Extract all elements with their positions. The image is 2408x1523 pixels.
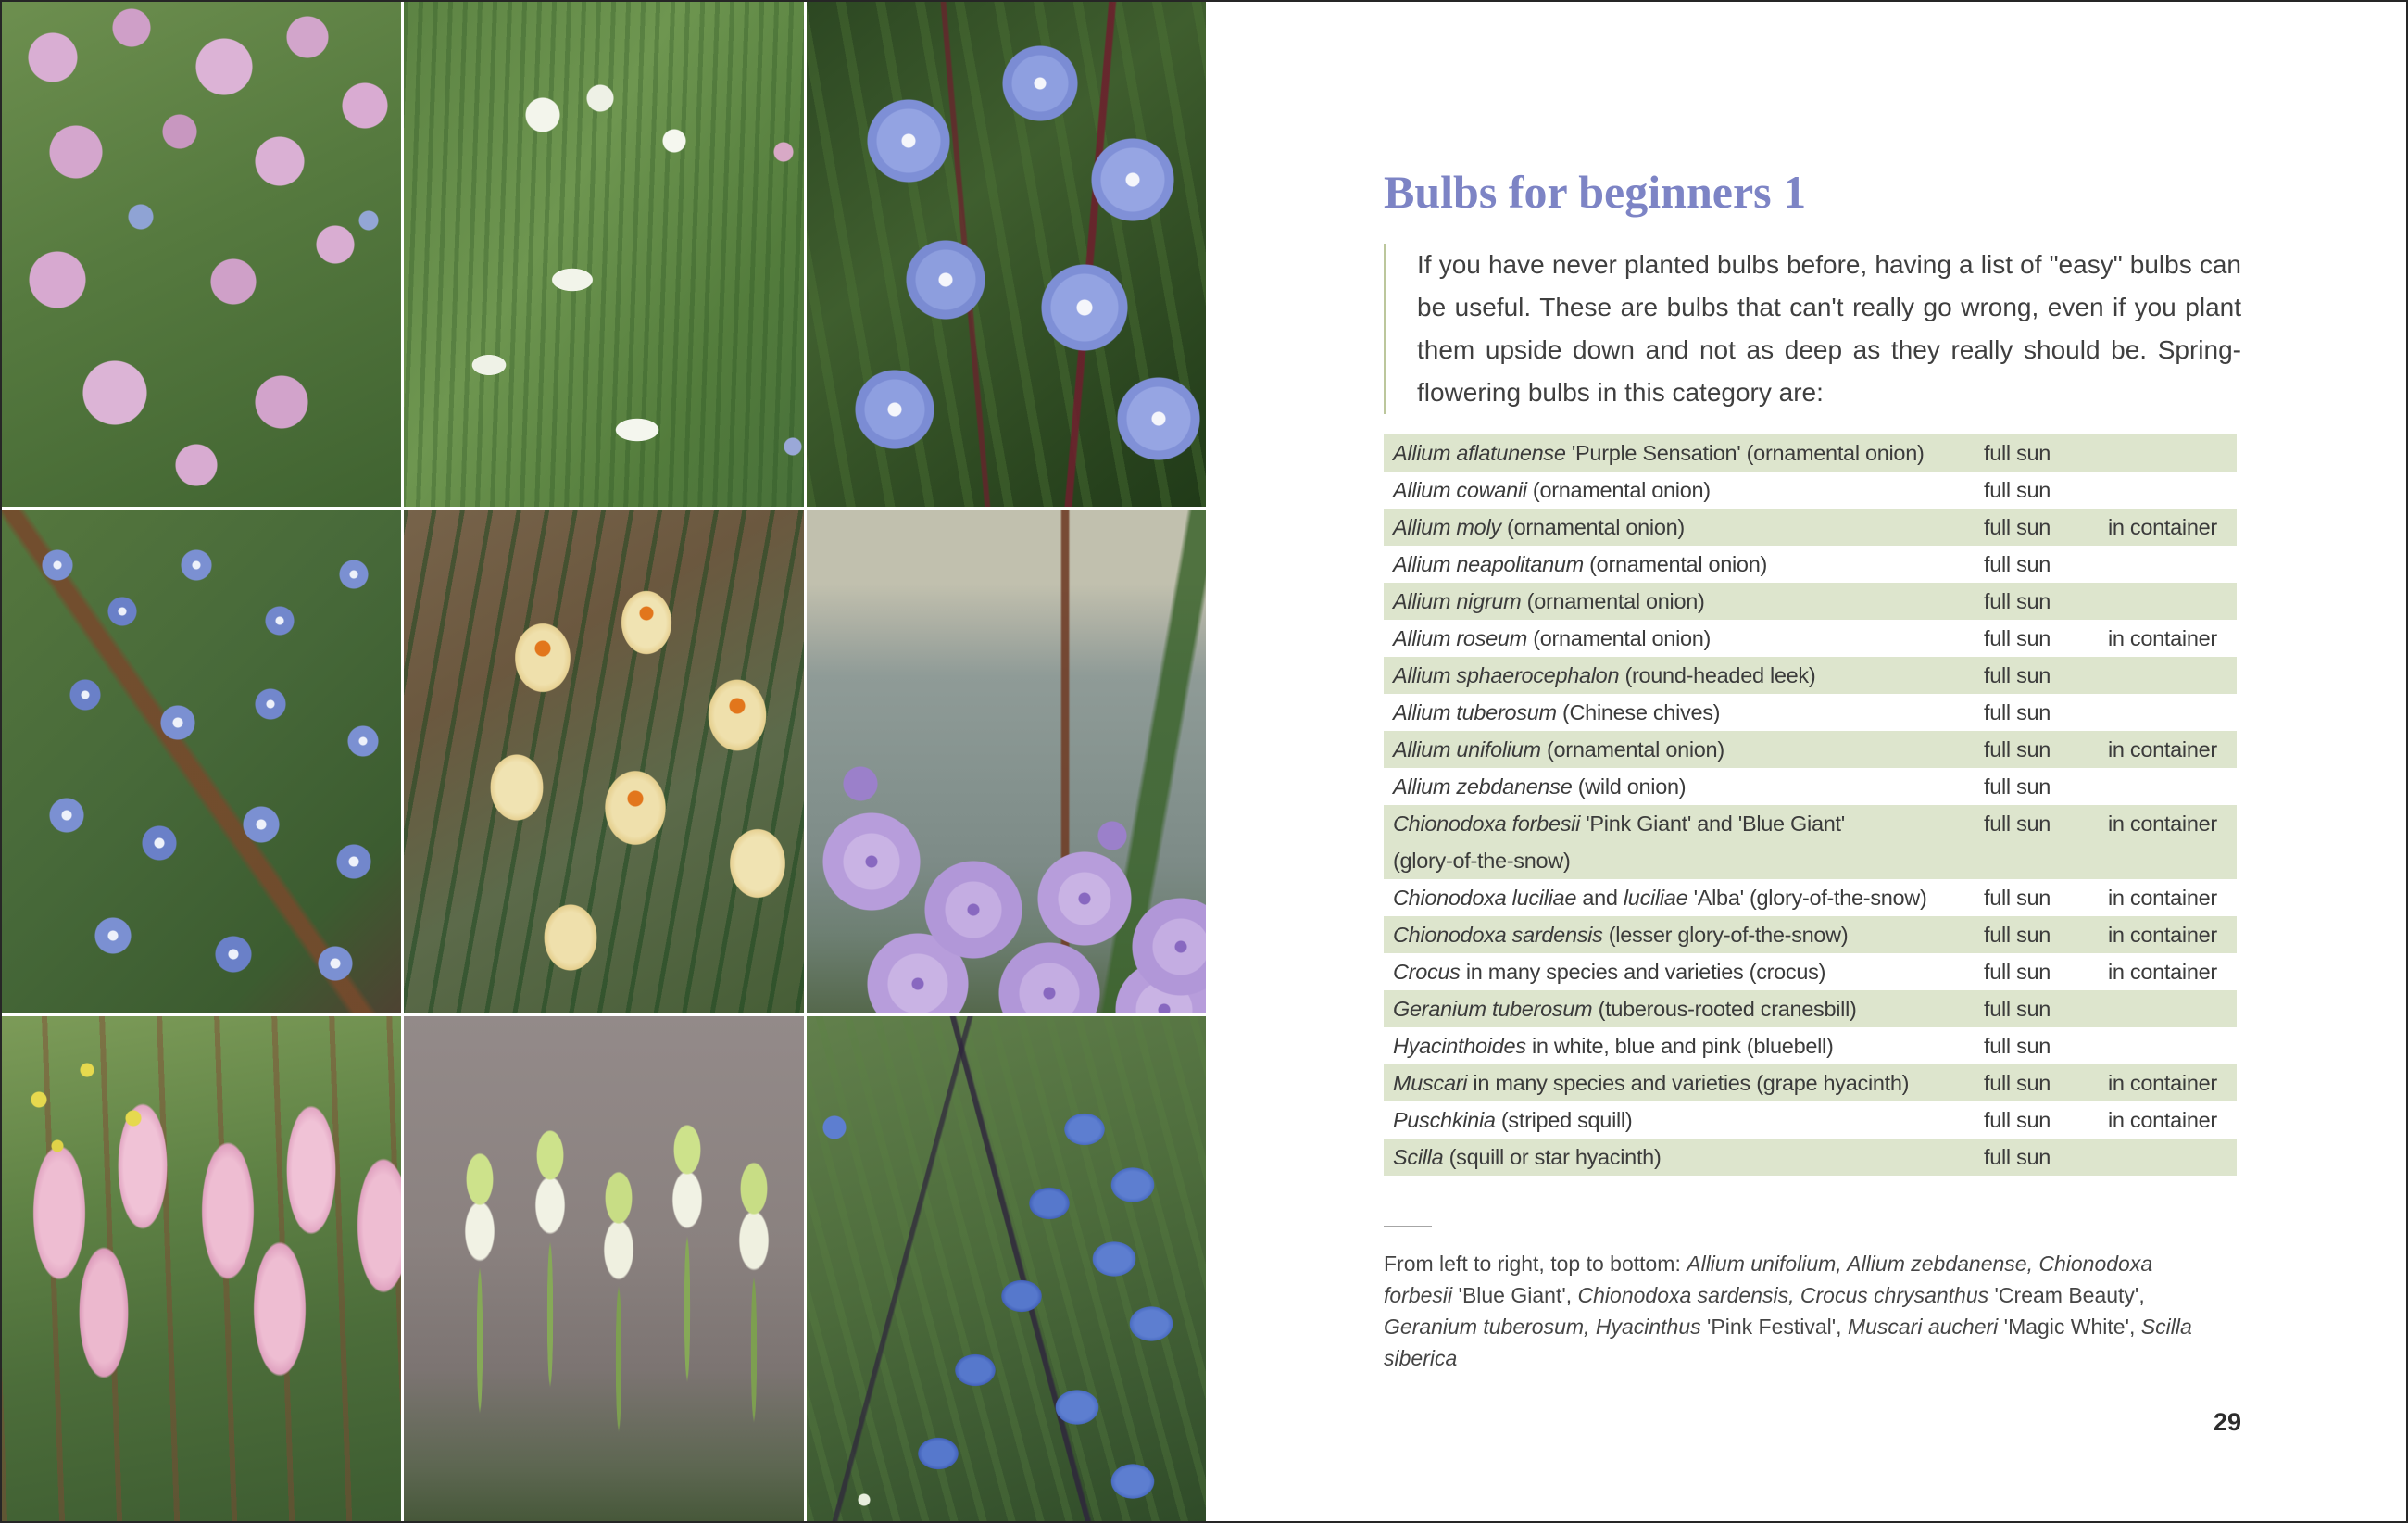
container-cell: in container [2108, 737, 2217, 762]
container-cell: in container [2108, 923, 2217, 947]
plain-text: (ornamental onion) [1526, 478, 1711, 502]
plain-text: 'Purple Sensation' (ornamental onion) [1565, 441, 1925, 465]
light-cell: full sun [1984, 589, 2051, 613]
plant-name-cell [1393, 805, 1973, 879]
latin-name: Scilla siberica [1384, 1315, 2192, 1370]
table-row [1384, 953, 2237, 990]
plant-name-cell [1393, 583, 1973, 620]
light-cell: full sun [1984, 737, 2051, 762]
light-cell: full sun [1984, 1071, 2051, 1095]
plain-text: (striped squill) [1495, 1108, 1633, 1132]
plain-text: (ornamental onion) [1521, 589, 1705, 613]
latin-name: Geranium tuberosum [1393, 997, 1593, 1021]
container-cell: in container [2108, 960, 2217, 984]
plain-text: (tuberous-rooted cranesbill) [1592, 997, 1857, 1021]
photo-geranium-tuberosum [807, 510, 1206, 1014]
plain-text: (wild onion) [1572, 774, 1687, 799]
plant-name-cell [1393, 434, 1973, 472]
plain-text: (Chinese chives) [1556, 700, 1721, 724]
photo-muscari-aucheri-magic-white [404, 1016, 803, 1521]
plain-text: (ornamental onion) [1540, 737, 1724, 762]
table-row [1384, 805, 2237, 879]
latin-name: Allium cowanii [1393, 478, 1527, 502]
photo-hyacinthus-pink-festival [2, 1016, 401, 1521]
plant-name-cell [1393, 768, 1973, 805]
table-row [1384, 583, 2237, 620]
latin-name: Allium unifolium, Allium zebdanense, Chionodoxa forbesii [1384, 1252, 2153, 1307]
latin-name: Allium nigrum [1393, 589, 1522, 613]
light-cell: full sun [1984, 1108, 2051, 1132]
latin-name: luciliae [1623, 886, 1688, 910]
table-row [1384, 1027, 2237, 1064]
photo-allium-zebdanense [404, 2, 803, 507]
plain-text: (ornamental onion) [1583, 552, 1767, 576]
table-row [1384, 1139, 2237, 1176]
plain-text: 'Pink Festival', [1700, 1315, 1848, 1339]
plant-name-cell [1393, 1101, 1973, 1139]
page-number: 29 [2213, 1408, 2241, 1436]
plain-text: 'Alba' (glory-of-the-snow) [1687, 886, 1927, 910]
latin-name: Hyacinthoides [1393, 1034, 1526, 1058]
plant-name-cell [1393, 509, 1973, 546]
table-row [1384, 916, 2237, 953]
light-cell: full sun [1984, 552, 2051, 576]
table-row [1384, 879, 2237, 916]
plant-name-cell [1393, 620, 1973, 657]
light-cell: full sun [1984, 1034, 2051, 1058]
plant-name-cell [1393, 472, 1973, 509]
photo-scilla-siberica [807, 1016, 1206, 1521]
latin-name: Hyacinthus [1595, 1315, 1701, 1339]
plain-text: in many species and varieties (grape hyacinth) [1467, 1071, 1910, 1095]
table-row [1384, 1064, 2237, 1101]
light-cell: full sun [1984, 700, 2051, 724]
light-cell: full sun [1984, 663, 2051, 687]
table-row [1384, 768, 2237, 805]
plant-name-cell [1393, 953, 1973, 990]
photo-crocus-chrysanthus-cream-beauty [404, 510, 803, 1014]
latin-name: Muscari [1393, 1071, 1468, 1095]
plain-text: (round-headed leek) [1619, 663, 1816, 687]
container-cell: in container [2108, 515, 2217, 539]
table-row [1384, 472, 2237, 509]
bulb-table [1384, 434, 2237, 1176]
plain-text: 'Magic White', [1998, 1315, 2141, 1339]
latin-name: Allium aflatunense [1393, 441, 1566, 465]
table-row [1384, 509, 2237, 546]
light-cell: full sun [1984, 441, 2051, 465]
plant-name-cell [1393, 694, 1973, 731]
plant-name-cell [1393, 990, 1973, 1027]
plain-text: 'Pink Giant' and 'Blue Giant' [1580, 812, 1845, 836]
table-row [1384, 620, 2237, 657]
plant-name-cell [1393, 657, 1973, 694]
plain-text: 'Blue Giant', [1452, 1283, 1578, 1307]
page-title: Bulbs for beginners 1 [1384, 166, 1807, 218]
latin-name: Chionodoxa sardensis [1393, 923, 1603, 947]
plant-name-cell [1393, 916, 1973, 953]
latin-name: Allium tuberosum [1393, 700, 1557, 724]
table-row [1384, 1101, 2237, 1139]
table-row [1384, 990, 2237, 1027]
photo-chionodoxa-forbesii-blue-giant [807, 2, 1206, 507]
light-cell: full sun [1984, 626, 2051, 650]
latin-name: Crocus [1393, 960, 1461, 984]
plain-text: (lesser glory-of-the-snow) [1602, 923, 1849, 947]
container-cell: in container [2108, 1071, 2217, 1095]
container-cell: in container [2108, 1108, 2217, 1132]
light-cell: full sun [1984, 923, 2051, 947]
plant-name-cell [1393, 1064, 1973, 1101]
light-cell: full sun [1984, 774, 2051, 799]
table-row [1384, 546, 2237, 583]
plain-text: in white, blue and pink (bluebell) [1525, 1034, 1834, 1058]
light-cell: full sun [1984, 997, 2051, 1021]
container-cell: in container [2108, 886, 2217, 910]
table-row [1384, 434, 2237, 472]
light-cell: full sun [1984, 478, 2051, 502]
latin-name: Geranium tuberosum, [1384, 1315, 1590, 1339]
plant-name-cell [1393, 1027, 1973, 1064]
latin-name: Allium zebdanense [1393, 774, 1573, 799]
table-row [1384, 694, 2237, 731]
plain-text: (ornamental onion) [1526, 626, 1712, 650]
photo-chionodoxa-sardensis [2, 510, 401, 1014]
latin-name: Allium roseum [1393, 626, 1527, 650]
plant-name-cell [1393, 731, 1973, 768]
latin-name: Muscari aucheri [1847, 1315, 1999, 1339]
latin-name: Puschkinia [1393, 1108, 1496, 1132]
plant-name-cell [1393, 1139, 1973, 1176]
photo-caption [1384, 1248, 2199, 1374]
plain-text: 'Cream Beauty', [1988, 1283, 2145, 1307]
latin-name: Chionodoxa luciliae [1393, 886, 1577, 910]
photo-grid [2, 2, 1206, 1521]
plain-text: (ornamental onion) [1500, 515, 1685, 539]
plant-name-cell [1393, 879, 1973, 916]
latin-name: Allium neapolitanum [1393, 552, 1584, 576]
light-cell: full sun [1984, 515, 2051, 539]
latin-name: Allium unifolium [1393, 737, 1541, 762]
latin-name: Chionodoxa sardensis, Crocus chrysanthus [1577, 1283, 1989, 1307]
intro-paragraph: If you have never planted bulbs before, having a list of "easy" bulbs can be useful. These are bulbs that can't really go wrong, even if you plant them upside down and not as deep as they really should be. Spring-flowering bulbs in this category are: [1384, 244, 2241, 414]
plain-text: and [1576, 886, 1624, 910]
plain-text: From left to right, top to bottom: [1384, 1252, 1687, 1276]
plain-text: (squill or star hyacinth) [1443, 1145, 1662, 1169]
page [1206, 2, 2408, 1521]
plain-text: in many species and varieties (crocus) [1460, 960, 1826, 984]
container-cell: in container [2108, 812, 2217, 836]
light-cell: full sun [1984, 960, 2051, 984]
plain-text: (glory-of-the-snow) [1393, 849, 1571, 873]
latin-name: Allium sphaerocephalon [1393, 663, 1620, 687]
plant-name-cell [1393, 546, 1973, 583]
photo-allium-unifolium [2, 2, 401, 507]
latin-name: Chionodoxa forbesii [1393, 812, 1581, 836]
table-row [1384, 657, 2237, 694]
latin-name: Scilla [1393, 1145, 1444, 1169]
light-cell: full sun [1984, 1145, 2051, 1169]
light-cell: full sun [1984, 812, 2051, 836]
latin-name: Allium moly [1393, 515, 1501, 539]
caption-divider [1384, 1226, 1432, 1227]
table-row [1384, 731, 2237, 768]
light-cell: full sun [1984, 886, 2051, 910]
container-cell: in container [2108, 626, 2217, 650]
